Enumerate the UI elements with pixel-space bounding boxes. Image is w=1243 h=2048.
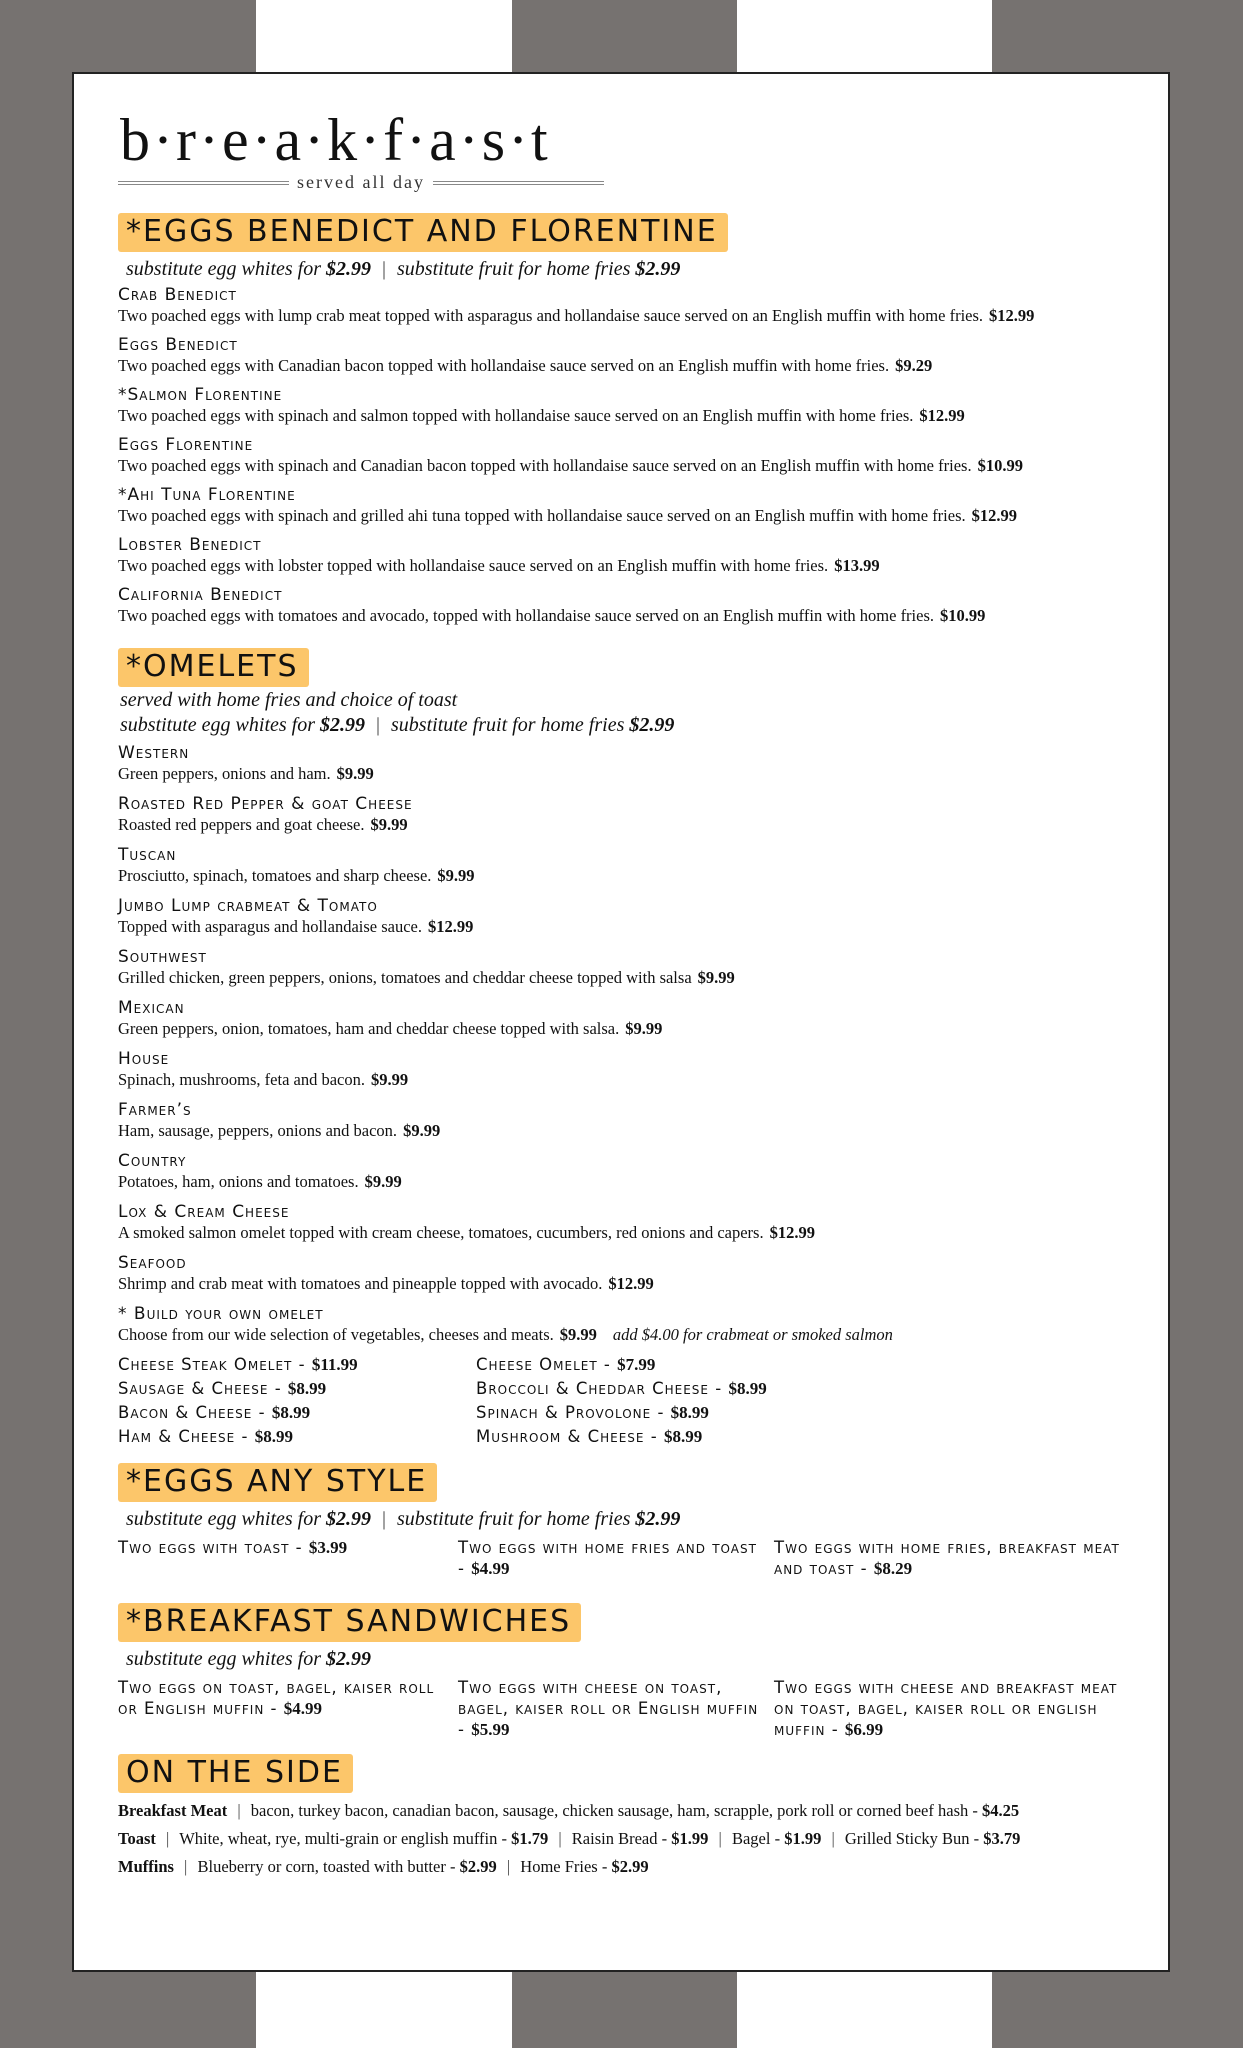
item-description <box>118 1223 1148 1243</box>
item-price: $9.99 <box>403 1121 441 1140</box>
item-desc-text: Roasted red peppers and goat cheese. <box>118 815 365 834</box>
combo-name: Cheese Steak Omelet <box>118 1355 293 1374</box>
item-price: $12.99 <box>971 506 1018 525</box>
menu-item <box>118 535 1148 576</box>
item-desc-text: Topped with asparagus and hollandaise sauce. <box>118 917 423 936</box>
combo-name: Bacon & Cheese <box>118 1403 253 1422</box>
combo-price: $8.99 <box>287 1379 327 1398</box>
item-price: $13.99 <box>834 556 880 575</box>
combo-price: $8.99 <box>271 1403 311 1422</box>
item-desc-text: Green peppers, onions and ham. <box>118 764 331 783</box>
item-description <box>118 406 1148 426</box>
side-text: Raisin Bread <box>571 1829 658 1848</box>
combo-name: Cheese Omelet <box>476 1355 598 1374</box>
menu-subtitle-row <box>118 172 604 193</box>
combo-name: Mushroom & Cheese <box>476 1427 645 1446</box>
option-text: Two eggs with home fries, breakfast meat and toast <box>774 1538 1120 1578</box>
side-text: Bagel <box>731 1829 771 1848</box>
item-description <box>118 306 1148 326</box>
item-price: $9.99 <box>559 1325 597 1344</box>
option-item: Two eggs with cheese and breakfast meat on toast, bagel, kaiser roll or english muffin - $6.99 <box>774 1678 1118 1739</box>
item-name: Tuscan <box>118 845 177 865</box>
menu-card <box>72 72 1170 1972</box>
combo-grid <box>118 1355 1148 1447</box>
item-name: House <box>118 1049 170 1069</box>
section-sandwiches <box>118 1603 1148 1740</box>
note-text: substitute egg whites for <box>126 258 321 280</box>
side-price: $3.79 <box>983 1829 1021 1848</box>
side-label: Muffins <box>118 1857 174 1876</box>
item-name: Crab Benedict <box>118 285 237 305</box>
item-extra: add $4.00 for crabmeat or smoked salmon <box>612 1325 893 1344</box>
option-item: Two eggs on toast, bagel, kaiser roll or English muffin - $4.99 <box>118 1678 435 1718</box>
side-row-meat: Breakfast Meat | bacon, turkey bacon, canadian bacon, sausage, chicken sausage, ham, scrapple, pork roll or corned beef hash - $4.25 <box>118 1801 1020 1820</box>
item-desc-text: Green peppers, onion, tomatoes, ham and cheddar cheese topped with salsa. <box>118 1019 620 1038</box>
side-label: Breakfast Meat <box>118 1801 228 1820</box>
item-desc-text: Two poached eggs with spinach and grilled ahi tuna topped with hollandaise sauce served on an English muffin with home fries. <box>118 506 966 525</box>
note-text: substitute egg whites for <box>120 714 315 736</box>
combo-item: Cheese Steak Omelet - $11.99 <box>118 1355 358 1374</box>
section-heading: ON THE SIDE <box>118 1754 353 1793</box>
note-price: $2.99 <box>320 714 365 736</box>
item-desc-text: Two poached eggs with spinach and salmon topped with hollandaise sauce served on an English muffin with home fries. <box>118 406 914 425</box>
item-name: Mexican <box>118 998 185 1018</box>
combo-item: Ham & Cheese - $8.99 <box>118 1427 293 1446</box>
option-price: $3.99 <box>308 1538 348 1557</box>
note-text: substitute fruit for home fries <box>397 258 631 280</box>
item-price: $12.99 <box>919 406 965 425</box>
item-list <box>118 285 1148 626</box>
section-side <box>118 1754 1148 1877</box>
menu-item <box>118 896 1148 937</box>
option-price: $4.99 <box>283 1699 322 1718</box>
side-text: Home Fries <box>520 1857 598 1876</box>
substitution-note: substitute egg whites for $2.99 | substitute fruit for home fries $2.99 <box>126 1508 681 1530</box>
menu-item <box>118 435 1148 476</box>
note-text: substitute egg whites for <box>126 1508 321 1530</box>
menu-item <box>118 485 1148 526</box>
item-name: Eggs Benedict <box>118 335 238 355</box>
item-description <box>118 356 1148 376</box>
option-text: Two eggs on toast, bagel, kaiser roll or English muffin <box>118 1678 435 1718</box>
item-desc-text: Two poached eggs with lump crab meat topped with asparagus and hollandaise sauce served on an English muffin with home fries. <box>118 306 984 325</box>
combo-price: $7.99 <box>617 1355 656 1374</box>
option-item: Two eggs with cheese on toast, bagel, kaiser roll or English muffin - $5.99 <box>458 1678 759 1739</box>
item-description <box>118 606 1148 626</box>
option-price: $4.99 <box>471 1559 510 1578</box>
item-name: Roasted Red Pepper & goat Cheese <box>118 794 413 814</box>
note-price: $2.99 <box>629 714 675 736</box>
note-price: $2.99 <box>326 258 371 280</box>
item-desc-text: Shrimp and crab meat with tomatoes and pineapple topped with avocado. <box>118 1274 603 1293</box>
menu-item <box>118 1151 1148 1192</box>
options-grid <box>118 1537 1148 1579</box>
item-description <box>118 1121 1148 1141</box>
item-desc-text: Ham, sausage, peppers, onions and bacon. <box>118 1121 398 1140</box>
item-desc-text: Two poached eggs with Canadian bacon topped with hollandaise sauce served on an English muffin with home fries. <box>118 356 890 375</box>
menu-item <box>118 794 1148 835</box>
side-text: Grilled Sticky Bun <box>844 1829 970 1848</box>
item-description <box>118 456 1148 476</box>
menu-item <box>118 947 1148 988</box>
substitution-note: substitute egg whites for $2.99 | substitute fruit for home fries $2.99 <box>126 258 681 280</box>
item-name: Lox & Cream Cheese <box>118 1202 290 1222</box>
menu-item <box>118 998 1148 1039</box>
note-price: $2.99 <box>635 258 681 280</box>
item-name: * Build your own omelet <box>118 1304 324 1324</box>
menu-item <box>118 1202 1148 1243</box>
item-price: $9.99 <box>370 815 408 834</box>
item-description <box>118 1325 1148 1345</box>
item-name: *Salmon Florentine <box>118 385 283 405</box>
note-text: substitute egg whites for <box>126 1648 321 1670</box>
item-description <box>118 506 1148 526</box>
option-price: $8.29 <box>873 1559 913 1578</box>
side-price: $4.25 <box>982 1801 1020 1820</box>
combo-price: $8.99 <box>663 1427 703 1446</box>
combo-name: Broccoli & Cheddar Cheese <box>476 1379 709 1398</box>
side-label: Toast <box>118 1829 156 1848</box>
menu-title: b·r·e·a·k·f·a·s·t <box>120 107 551 173</box>
item-name: Lobster Benedict <box>118 535 262 555</box>
section-heading: *EGGS BENEDICT AND FLORENTINE <box>118 213 728 252</box>
item-description <box>118 968 1148 988</box>
item-description <box>118 815 1148 835</box>
item-desc-text: Potatoes, ham, onions and tomatoes. <box>118 1172 359 1191</box>
note-text: substitute fruit for home fries <box>397 1508 631 1530</box>
option-item: Two eggs with toast - $3.99 <box>118 1538 348 1557</box>
combo-price: $8.99 <box>254 1427 293 1446</box>
item-description <box>118 1019 1148 1039</box>
item-description <box>118 917 1148 937</box>
combo-price: $8.99 <box>670 1403 709 1422</box>
item-name: Country <box>118 1151 187 1171</box>
item-name: California Benedict <box>118 585 283 605</box>
item-desc-text: Prosciutto, spinach, tomatoes and sharp cheese. <box>118 866 432 885</box>
divider <box>118 181 289 185</box>
combo-name: Spinach & Provolone <box>476 1403 652 1422</box>
item-list <box>118 743 1148 1345</box>
section-heading: *OMELETS <box>118 648 309 687</box>
combo-item: Broccoli & Cheddar Cheese - $8.99 <box>476 1379 767 1398</box>
side-row-toast: Toast | White, wheat, rye, multi-grain or english muffin - $1.79 | Raisin Bread - $1.99 | Bagel - $1.99 | Grilled Sticky Bun - $3.79 <box>118 1829 1021 1848</box>
side-price: $1.99 <box>671 1829 709 1848</box>
item-price: $12.99 <box>608 1274 654 1293</box>
option-item: Two eggs with home fries and toast - $4.99 <box>458 1538 757 1578</box>
item-description <box>118 1070 1148 1090</box>
option-price: $6.99 <box>844 1720 884 1739</box>
item-price: $9.99 <box>697 968 735 987</box>
item-desc-text: Spinach, mushrooms, feta and bacon. <box>118 1070 365 1089</box>
menu-subtitle: served all day <box>297 172 425 192</box>
item-name: Southwest <box>118 947 207 967</box>
side-price: $2.99 <box>611 1857 649 1876</box>
item-description <box>118 556 1148 576</box>
option-price: $5.99 <box>471 1720 510 1739</box>
note-price: $2.99 <box>326 1648 371 1670</box>
item-price: $9.99 <box>336 764 374 783</box>
section-heading: *BREAKFAST SANDWICHES <box>118 1603 581 1642</box>
menu-item <box>118 585 1148 626</box>
combo-item: Mushroom & Cheese - $8.99 <box>476 1427 703 1446</box>
section-benedict <box>118 213 1148 626</box>
menu-item <box>118 1100 1148 1141</box>
option-text: Two eggs with toast <box>118 1538 290 1557</box>
side-price: $1.79 <box>511 1829 549 1848</box>
combo-item: Sausage & Cheese - $8.99 <box>118 1379 327 1398</box>
combo-price: $11.99 <box>311 1355 358 1374</box>
item-price: $10.99 <box>940 606 986 625</box>
item-name: *Ahi Tuna Florentine <box>118 485 296 505</box>
combo-item: Spinach & Provolone - $8.99 <box>476 1403 709 1422</box>
item-name: Western <box>118 743 190 763</box>
item-desc-text: Choose from our wide selection of vegetables, cheeses and meats. <box>118 1325 554 1344</box>
side-price: $1.99 <box>784 1829 822 1848</box>
combo-price: $8.99 <box>728 1379 767 1398</box>
option-item: Two eggs with home fries, breakfast meat and toast - $8.29 <box>774 1538 1120 1578</box>
item-description <box>118 764 1148 784</box>
combo-item: Bacon & Cheese - $8.99 <box>118 1403 311 1422</box>
item-description <box>118 1172 1148 1192</box>
menu-item <box>118 385 1148 426</box>
side-text: Blueberry or corn, toasted with butter <box>197 1857 446 1876</box>
note-price: $2.99 <box>326 1508 371 1530</box>
side-text: bacon, turkey bacon, canadian bacon, sausage, chicken sausage, ham, scrapple, pork roll or corned beef hash <box>250 1801 969 1820</box>
item-price: $10.99 <box>977 456 1023 475</box>
menu-item <box>118 1049 1148 1090</box>
item-desc-text: Two poached eggs with tomatoes and avocado, topped with hollandaise sauce served on an English muffin with home fries. <box>118 606 935 625</box>
item-description <box>118 1274 1148 1294</box>
divider <box>433 181 604 185</box>
item-name: Jumbo Lump crabmeat & Tomato <box>118 896 378 916</box>
combo-item: Cheese Omelet - $7.99 <box>476 1355 656 1374</box>
item-price: $9.99 <box>364 1172 402 1191</box>
side-row-muffins: Muffins | Blueberry or corn, toasted with butter - $2.99 | Home Fries - $2.99 <box>118 1857 649 1876</box>
menu-item <box>118 1304 1148 1345</box>
item-desc-text: Two poached eggs with spinach and Canadian bacon topped with hollandaise sauce served on an English muffin with home fries. <box>118 456 972 475</box>
item-price: $9.99 <box>625 1019 663 1038</box>
note-price: $2.99 <box>635 1508 681 1530</box>
item-name: Farmer’s <box>118 1100 192 1120</box>
item-desc-text: A smoked salmon omelet topped with cream cheese, tomatoes, cucumbers, red onions and capers. <box>118 1223 764 1242</box>
item-price: $12.99 <box>428 917 474 936</box>
combo-name: Sausage & Cheese <box>118 1379 269 1398</box>
side-price: $2.99 <box>459 1857 497 1876</box>
section-any-style <box>118 1463 1148 1579</box>
item-name: Eggs Florentine <box>118 435 254 455</box>
menu-item <box>118 335 1148 376</box>
item-price: $12.99 <box>769 1223 815 1242</box>
item-desc-text: Two poached eggs with lobster topped with hollandaise sauce served on an English muffin with home fries. <box>118 556 829 575</box>
section-omelets <box>118 648 1148 1447</box>
combo-name: Ham & Cheese <box>118 1427 236 1446</box>
served-note: served with home fries and choice of toast <box>120 689 458 711</box>
side-text: White, wheat, rye, multi-grain or english muffin <box>179 1829 498 1848</box>
item-description <box>118 866 1148 886</box>
option-text: Two eggs with cheese and breakfast meat on toast, bagel, kaiser roll or english muffin <box>774 1678 1118 1739</box>
menu-content <box>118 107 1148 1885</box>
menu-item <box>118 1253 1148 1294</box>
substitution-note: substitute egg whites for $2.99 | substitute fruit for home fries $2.99 <box>120 714 675 736</box>
menu-item <box>118 285 1148 326</box>
note-text: substitute fruit for home fries <box>391 714 625 736</box>
menu-item <box>118 743 1148 784</box>
item-price: $9.29 <box>895 356 933 375</box>
item-price: $9.99 <box>370 1070 409 1089</box>
option-text: Two eggs with home fries and toast <box>458 1538 757 1557</box>
option-text: Two eggs with cheese on toast, bagel, kaiser roll or English muffin <box>458 1678 759 1718</box>
item-price: $9.99 <box>437 866 475 885</box>
options-grid <box>118 1677 1148 1740</box>
item-price: $12.99 <box>989 306 1035 325</box>
menu-item <box>118 845 1148 886</box>
substitution-note <box>126 1648 1148 1671</box>
item-name: Seafood <box>118 1253 187 1273</box>
item-desc-text: Grilled chicken, green peppers, onions, tomatoes and cheddar cheese topped with salsa <box>118 968 692 987</box>
section-heading: *EGGS ANY STYLE <box>118 1463 437 1502</box>
